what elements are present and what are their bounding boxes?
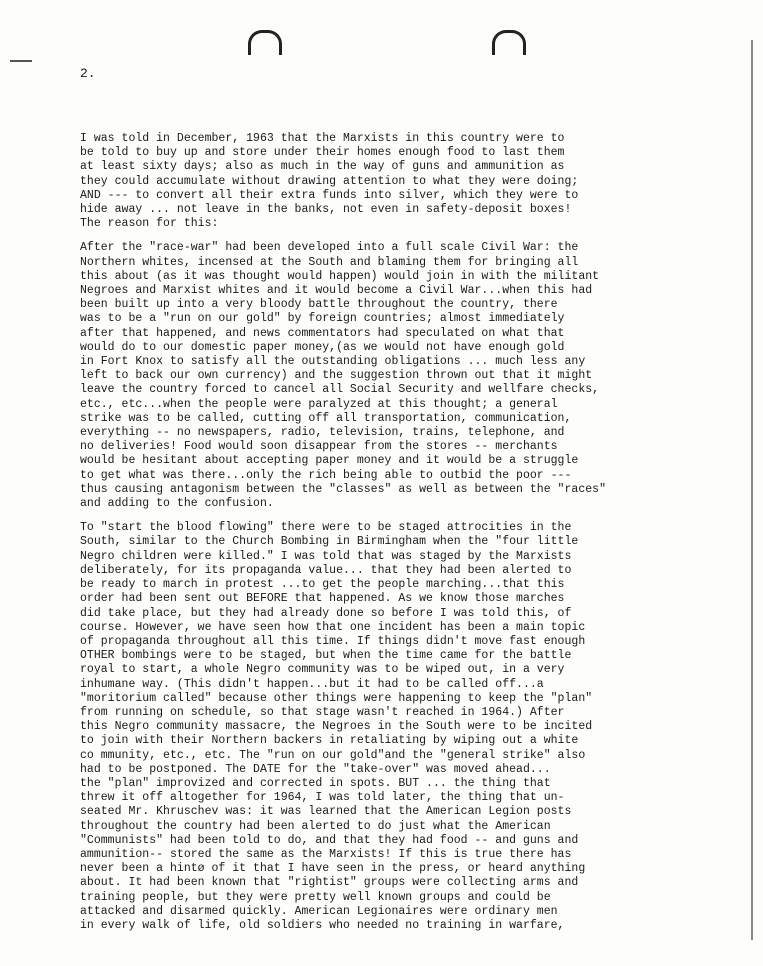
text-line: this Negro community massacre, the Negroes in the South were to be incited	[80, 720, 593, 734]
text-line: had to be postponed. The DATE for the "take-over" was moved ahead...	[80, 762, 551, 776]
text-line: in Fort Knox to satisfy all the outstanding obligations ... much less any	[80, 355, 586, 369]
text-line: training people, but they were pretty well known groups and could be	[80, 890, 551, 904]
text-line: "Communists" had been told to do, and that they had food -- and guns and	[80, 833, 579, 847]
text-line: co mmunity, etc., etc. The "run on our gold"and the "general strike" also	[80, 748, 586, 762]
punch-hole-right	[492, 30, 526, 55]
text-line: the "plan" improvized and corrected in spots. BUT ... the thing that	[80, 776, 551, 790]
text-line: be told to buy up and store under their homes enough food to last them	[80, 146, 565, 160]
text-line: from running on schedule, so that stage wasn't reached in 1964.) After	[80, 705, 565, 719]
text-line: Negro children were killed." I was told that was staged by the Marxists	[80, 549, 572, 563]
text-line: no deliveries! Food would soon disappear from the stores -- merchants	[80, 440, 558, 454]
text-line: deliberately, for its propaganda value... that they had been alerted to	[80, 563, 572, 577]
text-line: Negroes and Marxist whites and it would become a Civil War...when this had	[80, 284, 593, 298]
text-line: about. It had been known that "rightist" groups were collecting arms and	[80, 876, 579, 890]
text-line: after that happened, and news commentators had speculated on what that	[80, 326, 565, 340]
text-line: The reason for this:	[80, 217, 219, 231]
text-line: AND --- to convert all their extra funds into silver, which they were to	[80, 188, 579, 202]
text-line: threw it off altogether for 1964, I was told later, the thing that un-	[80, 791, 565, 805]
text-line: they could accumulate without drawing attention to what they were doing;	[80, 174, 579, 188]
text-line: ammunition-- stored the same as the Marxists! If this is true there has	[80, 847, 572, 861]
text-line: did take place, but they had already done so before I was told this, of	[80, 606, 572, 620]
text-line: to join with their Northern backers in retaliating by wiping out a white	[80, 734, 579, 748]
text-line: attacked and disarmed quickly. American Legionaires were ordinary men	[80, 904, 558, 918]
text-line: was to be a "run on our gold" by foreign countries; almost immediately	[80, 312, 565, 326]
text-line: never been a hintø of it that I have seen in the press, or heard anything	[80, 862, 586, 876]
text-line: inhumane way. (This didn't happen...but it had to be called off...a	[80, 677, 544, 691]
text-line: left to back our own currency) and the suggestion thrown out that it might	[80, 369, 593, 383]
punch-hole-left	[248, 30, 282, 55]
text-line: hide away ... not leave in the banks, not even in safety-deposit boxes!	[80, 203, 572, 217]
text-line: and adding to the confusion.	[80, 497, 274, 511]
paragraph-1	[80, 132, 720, 231]
text-line: everything -- no newspapers, radio, television, trains, telephone, and	[80, 426, 565, 440]
paragraph-3	[80, 521, 720, 933]
text-line: seated Mr. Khruschev was: it was learned that the American Legion posts	[80, 805, 572, 819]
text-line: in every walk of life, old soldiers who needed no training in warfare,	[80, 918, 565, 932]
text-line: order had been sent out BEFORE that happened. As we know those marches	[80, 592, 565, 606]
page-edge	[751, 40, 753, 940]
paragraph-2	[80, 241, 720, 511]
text-line: throughout the country had been alerted to do just what the American	[80, 819, 551, 833]
text-line: strike was to be called, cutting off all transportation, communication,	[80, 411, 572, 425]
text-line: thus causing antagonism between the "classes" as well as between the "races"	[80, 482, 607, 496]
text-line: Northern whites, incensed at the South and blaming them for bringing all	[80, 255, 579, 269]
text-line: To "start the blood flowing" there were to be staged attrocities in the	[80, 521, 572, 535]
text-line: royal to start, a whole Negro community was to be wiped out, in a very	[80, 663, 565, 677]
text-line: "moritorium called" because other things were happening to keep the "plan"	[80, 691, 593, 705]
text-line: be ready to march in protest ...to get the people marching...that this	[80, 578, 565, 592]
text-line: been built up into a very bloody battle throughout the country, there	[80, 298, 558, 312]
text-line: etc., etc...when the people were paralyzed at this thought; a general	[80, 397, 558, 411]
text-line: After the "race-war" had been developed into a full scale Civil War: the	[80, 241, 579, 255]
text-line: OTHER bombings were to be staged, but when the time came for the battle	[80, 649, 572, 663]
text-line: at least sixty days; also as much in the way of guns and ammunition as	[80, 160, 565, 174]
text-line: South, similar to the Church Bombing in Birmingham when the "four little	[80, 535, 579, 549]
body-text	[80, 132, 720, 943]
page-number: 2.	[80, 66, 96, 81]
text-line: course. However, we have seen how that one incident has been a main topic	[80, 620, 586, 634]
text-line: of propaganda throughout all this time. If things didn't move fast enough	[80, 634, 586, 648]
text-line: I was told in December, 1963 that the Marxists in this country were to	[80, 132, 565, 145]
text-line: leave the country forced to cancel all Social Security and wellfare checks,	[80, 383, 600, 397]
text-line: this about (as it was thought would happen) would join in with the militant	[80, 269, 600, 283]
text-line: would do to our domestic paper money,(as we would not have enough gold	[80, 340, 565, 354]
margin-mark	[10, 60, 32, 62]
text-line: to get what was there...only the rich being able to outbid the poor ---	[80, 468, 572, 482]
text-line: would be hesitant about accepting paper money and it would be a struggle	[80, 454, 579, 468]
